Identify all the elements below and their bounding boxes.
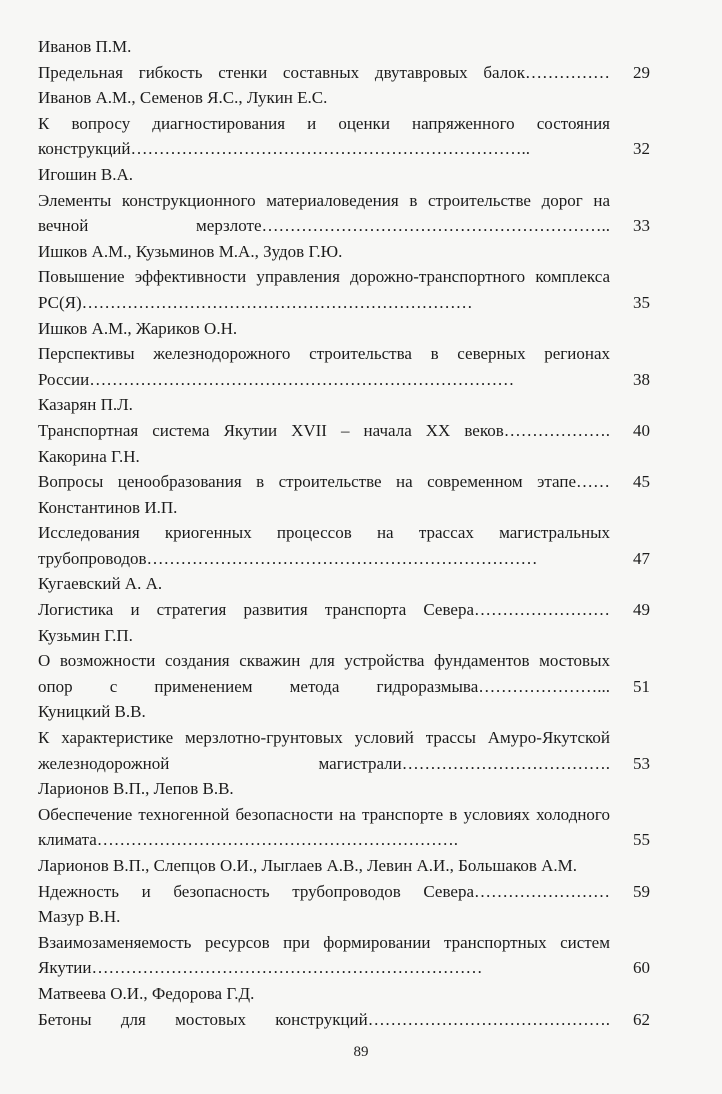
entry-author: Константинов И.П.	[38, 497, 178, 517]
entry-author: Иванов А.М., Семенов Я.С., Лукин Е.С.	[38, 88, 328, 108]
entry-author: Иванов П.М.	[38, 37, 132, 56]
entry-title: Предельная гибкость стенки составных двутавровых балок……………	[38, 62, 610, 82]
entry-page-number: 38	[633, 369, 650, 389]
entry-author: Игошин В.А.	[38, 164, 133, 184]
toc-entry	[38, 495, 650, 572]
entry-page-number: 45	[633, 472, 650, 492]
entry-title: Взаимозаменяемость ресурсов при формировании транспортных систем Якутии……………………………………………………………	[38, 932, 610, 978]
entry-title-row	[38, 341, 650, 392]
entry-title-row	[38, 111, 650, 162]
entry-author: Кузьмин Г.П.	[38, 625, 133, 645]
entry-title: Исследования криогенных процессов на трассах магистральных трубопроводов……………………………………………………………	[38, 523, 610, 568]
entry-page-number: 47	[633, 548, 650, 568]
entry-title: Перспективы железнодорожного строительства в северных регионах России…………………………………………………………………	[38, 344, 610, 389]
table-of-contents	[38, 34, 650, 1032]
toc-entry	[38, 904, 650, 981]
page-number: 89	[353, 1044, 369, 1060]
entry-author: Казарян П.Л.	[38, 395, 133, 415]
entry-title: Логистика и стратегия развития транспорта Севера……………………	[38, 600, 610, 620]
entry-author: Матвеева О.И., Федорова Г.Д.	[38, 983, 255, 1003]
entry-page-number: 32	[633, 139, 650, 159]
entry-title: Транспортная система Якутии XVII – начала XX веков……………….	[38, 420, 610, 440]
entry-title: Бетоны для мостовых конструкций…………………………………….	[38, 1009, 610, 1029]
entry-title-row	[38, 60, 650, 86]
entry-title-row	[38, 802, 650, 853]
toc-entry	[38, 699, 650, 776]
entry-title: К вопросу диагностирования и оценки напряженного состояния конструкций……………………………………………………………..	[38, 113, 610, 159]
entry-author: Ишков А.М., Жариков О.Н.	[38, 318, 238, 338]
entry-author: Какорина Г.Н.	[38, 446, 140, 466]
toc-entry	[38, 981, 650, 1032]
entry-author: Ларионов В.П., Слепцов О.И., Лыглаев А.В., Левин А.И., Большаков А.М.	[38, 856, 578, 875]
entry-page-number: 29	[633, 62, 650, 82]
entry-title-row	[38, 469, 650, 495]
entry-title-row	[38, 418, 650, 444]
entry-title-row	[38, 597, 650, 623]
entry-title-row	[38, 188, 650, 239]
toc-entry	[38, 444, 650, 495]
toc-entry	[38, 85, 650, 162]
toc-entry	[38, 853, 650, 904]
entry-author: Ишков А.М., Кузьминов М.А., Зудов Г.Ю.	[38, 241, 343, 261]
entry-title: О возможности создания скважин для устройства фундаментов мостовых опор с применением метода гидроразмыва…………………...	[38, 651, 610, 696]
entry-title-row	[38, 520, 650, 571]
entry-page-number: 33	[633, 216, 650, 236]
entry-title: Ндежность и безопасность трубопроводов Севера……………………	[38, 881, 610, 901]
toc-entry	[38, 239, 650, 316]
entry-author: Мазур В.Н.	[38, 907, 121, 927]
entry-title-row	[38, 725, 650, 776]
entry-title: Повышение эффективности управления дорожно-транспортного комплекса РС(Я)……………………………………………………………	[38, 267, 610, 312]
toc-entry	[38, 776, 650, 853]
entry-title: Вопросы ценообразования в строительстве на современном этапе……	[38, 472, 610, 492]
entry-title-row	[38, 930, 650, 981]
entry-title: К характеристике мерзлотно-грунтовых условий трассы Амуро-Якутской железнодорожной магистрали……………………………….	[38, 728, 610, 773]
entry-page-number: 62	[633, 1009, 650, 1029]
toc-entry	[38, 162, 650, 239]
entry-title: Элементы конструкционного материаловедения в строительстве дорог на вечной мерзлоте……………………………………………………..	[38, 190, 610, 236]
entry-author: Кугаевский А. А.	[38, 574, 163, 594]
entry-title-row	[38, 1007, 650, 1033]
toc-entry	[38, 316, 650, 393]
entry-page-number: 40	[633, 420, 650, 440]
entry-page-number: 53	[633, 753, 650, 773]
entry-page-number: 59	[633, 881, 650, 901]
entry-page-number: 35	[633, 292, 650, 312]
toc-entry	[38, 34, 650, 85]
entry-page-number: 51	[633, 676, 650, 696]
entry-author: Ларионов В.П., Лепов В.В.	[38, 779, 234, 799]
entry-title-row	[38, 264, 650, 315]
toc-entry	[38, 392, 650, 443]
entry-title-row	[38, 648, 650, 699]
entry-page-number: 55	[633, 830, 650, 850]
toc-entry	[38, 571, 650, 622]
entry-page-number: 49	[633, 600, 650, 620]
toc-entry	[38, 623, 650, 700]
entry-title: Обеспечение техногенной безопасности на транспорте в условиях холодного климата……………………………………………………….	[38, 804, 610, 850]
entry-author: Куницкий В.В.	[38, 702, 146, 722]
entry-title-row	[38, 879, 650, 905]
entry-page-number: 60	[633, 958, 650, 978]
